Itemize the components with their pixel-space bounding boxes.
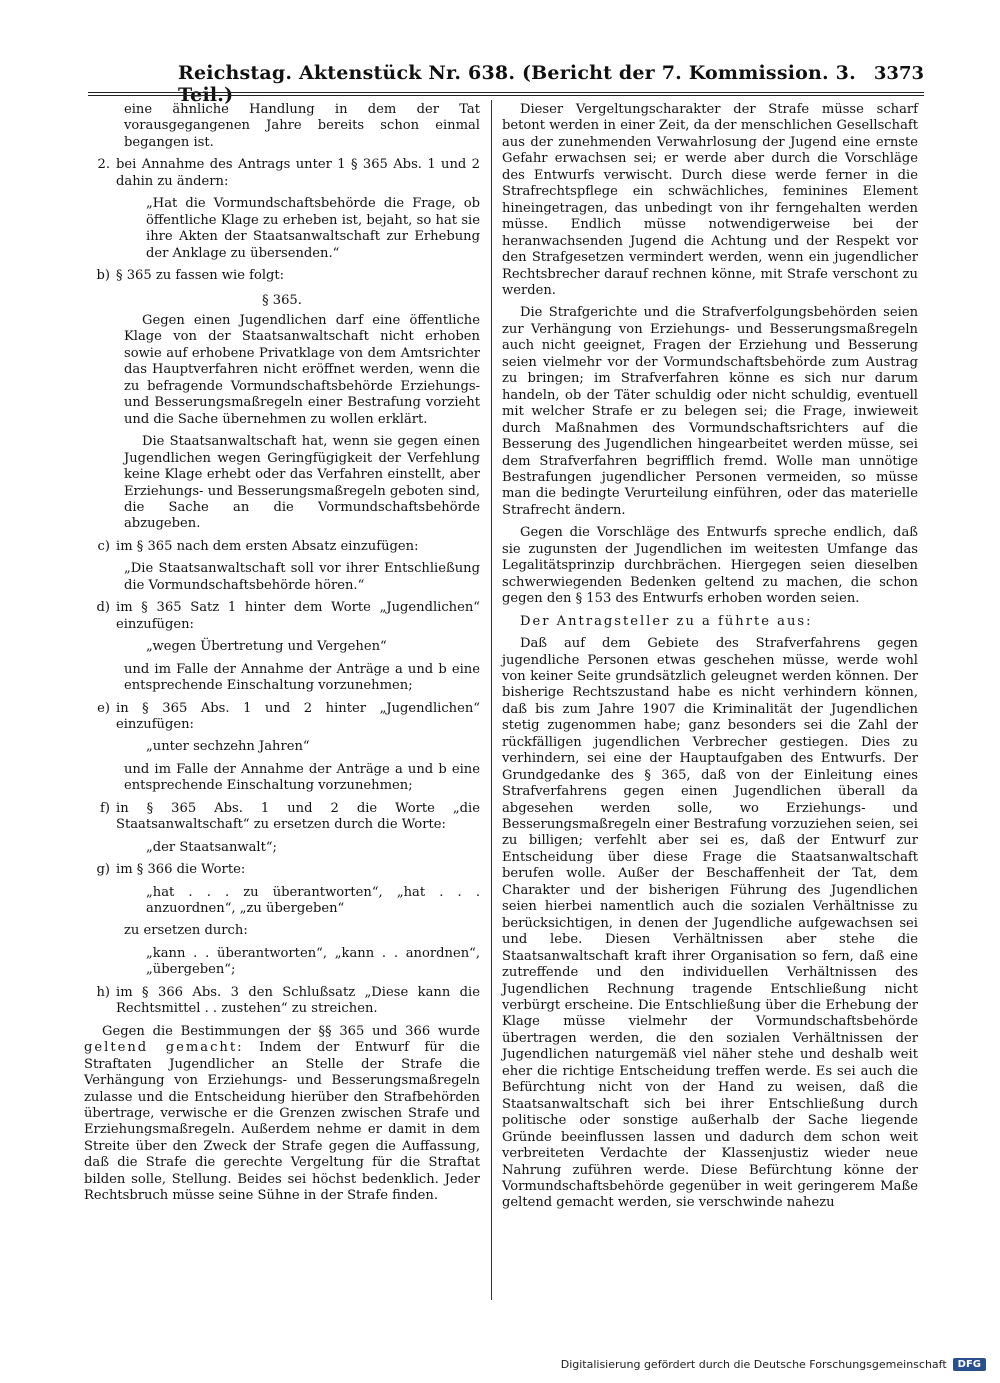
- body-paragraph: Daß auf dem Gebiete des Strafverfahrens gegen jugendliche Personen etwas geschehen müsse, werde wohl von keiner Seite grundsätzlich geleugnet werden können. Der bisherige Rechtszustand habe es nicht verhindern können, daß bis zum Jahre 1907 die Kriminalität der Jugendlichen stetig zugenommen habe; ganz besonders sei die Zahl der rückfälligen jugendlichen Verbrecher gestiegen. Dies zu verhindern, sei eine der Hauptaufgaben des Entwurfs. Der Grundgedanke des § 365, daß von der Einleitung eines Strafverfahrens gegen einen Jugendlichen überall da abgesehen werden solle, wo Erziehungs- und Besserungsmaßregeln einer Bestrafung vorzuziehen seien, sei zu billigen; verfehlt aber sei es, daß der Entwurf zur Entscheidung über diese Frage die Staatsanwaltschaft berufen wolle. Außer der Beschaffenheit der Tat, dem Charakter und der bisherigen Führung des Jugendlichen seien hierbei namentlich auch die sozialen Verhältnisse zu berücksichtigen, in denen der Jugendliche aufgewachsen sei und lebe. Diesen Verhältnissen aber stehe die Staatsanwaltschaft kraft ihrer Organisation so fern, daß eine zutreffende und den individuellen Verhältnissen des Jugendlichen Rechnung tragende Entschließung nicht verbürgt erscheine. Die Entschließung über die Erhebung der Klage müsse vielmehr der Vormundschaftsbehörde übertragen werden, die den sozialen Verhältnissen der Jugendlichen naturgemäß viel näher stehe und deshalb weit eher die richtige Entscheidung treffen werde. Es sei auch die Befürchtung nicht von der Hand zu weisen, daß die Staatsanwaltschaft sich bei ihrer Entschließung durch politische oder sonstige außerhalb der Sache liegende Gründe beeinflussen lassen und dadurch dem schon weit verbreiteten Verdachte der Klassenjustiz wieder neue Nahrung zuführen werde. Diese Befürchtung könne der Vormundschaftsbehörde gegenüber in weit geringerem Maße geltend gemacht werden, sie verschwinde nahezu: [502, 636, 918, 1211]
- footer-credit: [561, 1358, 986, 1371]
- item-label: h): [96, 984, 110, 1000]
- item-label: d): [96, 600, 110, 616]
- header-rule-top: [88, 92, 924, 93]
- item-label: e): [97, 700, 110, 716]
- header-rule-bottom: [88, 95, 924, 96]
- dfg-logo-icon: DFG: [953, 1358, 986, 1371]
- quote: „kann . . überantworten“, „kann . . anordnen“, „übergeben“;: [146, 945, 480, 978]
- item-continuation: zu ersetzen durch:: [124, 923, 248, 939]
- list-item: [84, 801, 480, 834]
- list-item: [84, 701, 480, 734]
- item-label: b): [96, 268, 110, 284]
- list-item: [84, 600, 480, 633]
- item-text: im § 365 Satz 1 hinter dem Worte „Jugendlichen“ einzufügen:: [116, 600, 480, 632]
- list-item: [84, 268, 480, 284]
- intro-paragraph: eine ähnliche Handlung in dem der Tat vorausgegangenen Jahre bereits schon einmal begangen ist.: [124, 102, 480, 150]
- item-text: § 365 zu fassen wie folgt:: [116, 268, 285, 284]
- quote: „Die Staatsanwaltschaft soll vor ihrer Entschließung die Vormundschaftsbehörde hören.“: [124, 561, 480, 593]
- quote: „unter sechzehn Jahren“: [146, 739, 310, 755]
- list-item: [84, 157, 480, 190]
- right-column: [502, 102, 918, 1218]
- page-number: 3373: [873, 63, 924, 84]
- section-paragraph: Die Staatsanwaltschaft hat, wenn sie gegen einen Jugendlichen wegen Geringfügigkeit der Verfehlung keine Klage erhebt oder das Verfahren einstellt, aber Erziehungs- und Besserungsmaßregeln geboten sind, die Sache an die Vormundschaftsbehörde abzugeben.: [124, 434, 480, 532]
- column-separator: [491, 100, 492, 1300]
- body-paragraph: Dieser Vergeltungscharakter der Strafe müsse scharf betont werden in einer Zeit, da der menschlichen Gesellschaft aus der zunehmenden Verwahrlosung der Jugend eine ernste Gefahr erwachsen sei; er werde aber durch die Vorschläge des Entwurfs verwischt. Durch diese werde ferner in die Strafrechtspflege ein schwächliches, feminines Element hineingetragen, das unbedingt von ihr ferngehalten werden müsse. Endlich müsse notwendigerweise bei der heranwachsenden Jugend die Achtung und der Respekt vor den Strafgesetzen vermindert werden, wenn ein jugendlicher Rechtsbrecher darauf rechnen könne, mit Strafe verschont zu werden.: [502, 102, 918, 298]
- item-text: bei Annahme des Antrags unter 1 § 365 Abs. 1 und 2 dahin zu ändern:: [116, 157, 480, 189]
- item-label: g): [96, 862, 110, 878]
- paragraph-rest: Indem der Entwurf für die Straftaten Jugendlicher an Stelle der Strafe die Verhängung von Erziehungs- und Besserungsmaßregeln zulasse und die Entscheidung hierüber den Strafbehörden übertrage, verwische er die Grenzen zwischen Strafe und Erziehungsmaßregeln. Außerdem nehme er damit in dem Streite über den Zweck der Strafe gegen die Auffassung, daß die Strafe die gerechte Vergeltung für die Straftat bilden solle, Stellung. Beides sei höchst bedenklich. Jeder Rechtsbruch müsse seine Sühne in der Strafe finden.: [84, 1040, 480, 1204]
- item-label: f): [100, 800, 110, 816]
- quote: „der Staatsanwalt“;: [146, 839, 277, 855]
- item-label: 2.: [97, 157, 110, 173]
- page-header: [88, 62, 924, 106]
- section-heading: § 365.: [262, 292, 302, 308]
- item-text: in § 365 Abs. 1 und 2 hinter „Jugendlichen“ einzufügen:: [116, 700, 480, 732]
- list-item: [84, 862, 480, 878]
- credit-text: Digitalisierung gefördert durch die Deutsche Forschungsgemeinschaft: [560, 1358, 947, 1371]
- body-paragraph: [84, 1024, 480, 1205]
- item-text: im § 366 Abs. 3 den Schlußsatz „Diese kann die Rechtsmittel . . zustehen“ zu streichen.: [116, 984, 480, 1017]
- quote: „Hat die Vormundschaftsbehörde die Frage, ob öffentliche Klage zu erheben ist, bejaht, so hat sie ihre Akten der Staatsanwaltschaft zur Erhebung der Anklage zu übersenden.“: [146, 196, 480, 261]
- body-paragraph: Die Strafgerichte und die Strafverfolgungsbehörden seien zur Verhängung von Erziehungs- und Besserungsmaßregeln auch nicht geeignet, Fragen der Erziehung und Besserung seien vielmehr vor der Vormundschaftsbehörde zum Austrag zu bringen; im Strafverfahren könne es sich nur darum handeln, ob der Täter schuldig oder nicht schuldig, eventuell mit welcher Strafe er zu belegen sei; die Frage, inwieweit durch Maßnahmen des Vormundschaftsrichters auf die Besserung des Jugendlichen hingearbeitet werden müsse, sei dem Strafverfahren begrifflich fremd. Wolle man unnötige Bestrafungen jugendlicher Personen vermeiden, so müsse man die bedingte Verurteilung einführen, oder das materielle Strafrecht ändern.: [502, 305, 918, 518]
- item-text: im § 366 die Worte:: [116, 862, 246, 878]
- item-text: in § 365 Abs. 1 und 2 die Worte „die Staatsanwaltschaft“ zu ersetzen durch die Worte:: [116, 800, 480, 833]
- quote: „wegen Übertretung und Vergehen“: [146, 639, 387, 655]
- left-column: [84, 102, 480, 1211]
- body-paragraph: Gegen die Vorschläge des Entwurfs spreche endlich, daß sie zugunsten der Jugendlichen im weitesten Umfange das Legalitätsprinzip durchbrächen. Hiergegen seien dieselben schwerwiegenden Bedenken geltend zu machen, die schon gegen den § 153 des Entwurfs erhoben worden seien.: [502, 525, 918, 607]
- section-paragraph: Gegen einen Jugendlichen darf eine öffentliche Klage von der Staatsanwaltschaft nicht erhoben sowie auf erhobene Privatklage von dem Amtsrichter das Hauptverfahren nicht eröffnet werden, wenn die zu befragende Vormundschaftsbehörde Erziehungs- und Besserungsmaßregeln einer Bestrafung vorzieht und die Sache übernehmen zu wollen erklärt.: [124, 312, 480, 427]
- list-item: [84, 985, 480, 1018]
- running-title: Reichstag. Aktenstück Nr. 638. (Bericht der 7. Kommission. 3. Teil.): [178, 62, 856, 106]
- list-item: [84, 539, 480, 555]
- item-label: c): [97, 538, 110, 554]
- paragraph-lead: Gegen die Bestimmungen der §§ 365 und 366 wurde: [102, 1023, 480, 1039]
- item-continuation: und im Falle der Annahme der Anträge a und b eine entsprechende Einschaltung vorzunehmen;: [124, 661, 480, 694]
- item-text: im § 365 nach dem ersten Absatz einzufügen:: [116, 538, 419, 554]
- speaker-heading: Der Antragsteller zu a führte aus:: [520, 613, 813, 629]
- item-continuation: und im Falle der Annahme der Anträge a und b eine entsprechende Einschaltung vorzunehmen;: [124, 761, 480, 794]
- spaced-emphasis: geltend gemacht:: [84, 1040, 244, 1056]
- quote: „hat . . . zu überantworten“, „hat . . . anzuordnen“, „zu übergeben“: [146, 884, 480, 917]
